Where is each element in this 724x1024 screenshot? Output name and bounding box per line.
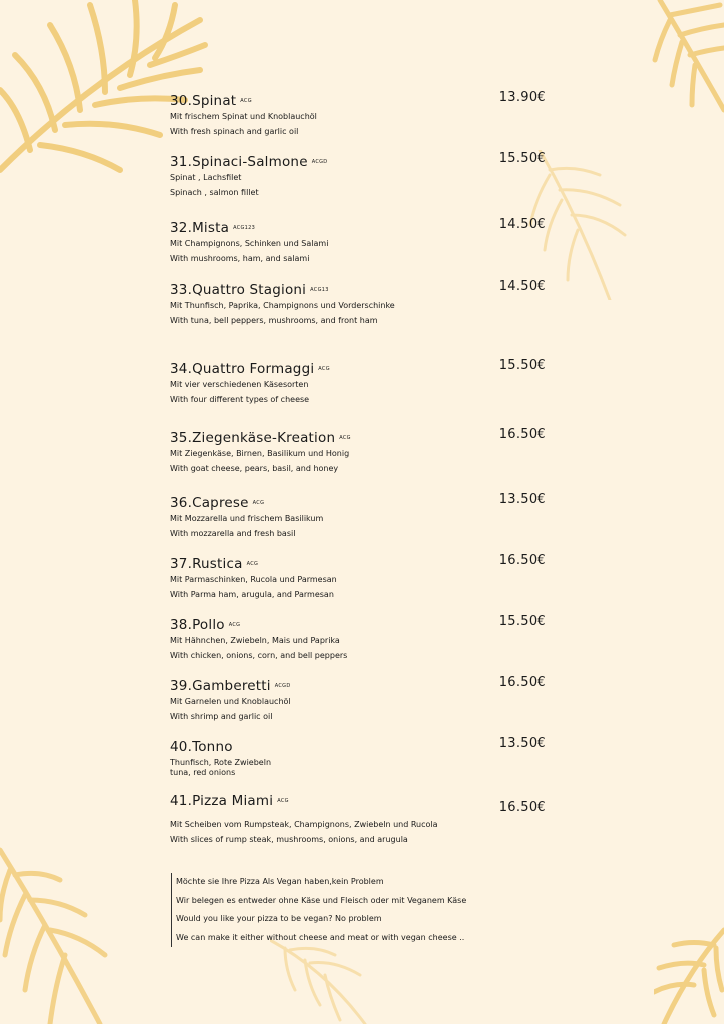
item-name: 39.Gamberetti xyxy=(170,678,271,694)
palm-leaf-bottom-left xyxy=(0,840,110,1024)
description-german: Mit Thunfisch, Paprika, Champignons und Vorderschinke xyxy=(170,301,395,310)
description-german: Mit Mozzarella und frischem Basilikum xyxy=(170,514,324,523)
description-german: Mit frischem Spinat und Knoblauchöl xyxy=(170,112,317,121)
item-name: 33.Quattro Stagioni xyxy=(170,282,307,298)
description-english: With mushrooms, ham, and salami xyxy=(170,254,310,263)
menu-item xyxy=(170,279,550,325)
allergen-codes: ACG13 xyxy=(310,286,329,293)
description-english: With goat cheese, pears, basil, and honey xyxy=(170,464,339,473)
description-english: tuna, red onions xyxy=(170,768,236,777)
menu-item xyxy=(170,358,550,404)
description-english: With mozzarella and fresh basil xyxy=(170,529,296,538)
item-price: 16.50€ xyxy=(498,800,546,815)
menu-item xyxy=(170,427,550,473)
vegan-note-line: Möchte sie Ihre Pizza Als Vegan haben,kein Problem xyxy=(176,877,384,886)
item-price: 13.50€ xyxy=(498,492,546,507)
palm-leaf-top-right xyxy=(640,0,724,120)
item-price: 16.50€ xyxy=(498,553,546,568)
menu-item xyxy=(170,675,550,721)
description-german: Mit vier verschiedenen Käsesorten xyxy=(170,380,309,389)
item-price: 16.50€ xyxy=(498,675,546,690)
item-name: 30.Spinat xyxy=(170,93,237,109)
item-name: 35.Ziegenkäse-Kreation xyxy=(170,430,336,446)
description-german: Mit Scheiben vom Rumpsteak, Champignons, Zwiebeln und Rucola xyxy=(170,820,438,829)
item-price: 15.50€ xyxy=(498,358,546,373)
description-german: Mit Ziegenkäse, Birnen, Basilikum und Honig xyxy=(170,449,350,458)
allergen-codes: ACG xyxy=(277,797,289,804)
description-english: With shrimp and garlic oil xyxy=(170,712,273,721)
vegan-note-line: Wir belegen es entweder ohne Käse und Fleisch oder mit Veganem Käse xyxy=(176,895,467,905)
menu-item xyxy=(170,736,550,777)
menu-item xyxy=(170,492,550,538)
item-price: 14.50€ xyxy=(498,217,546,232)
item-price: 13.50€ xyxy=(498,736,546,751)
palm-leaf-bottom-right xyxy=(654,920,724,1024)
item-name: 37.Rustica xyxy=(170,556,243,572)
menu-item xyxy=(170,217,550,263)
item-name: 38.Pollo xyxy=(170,617,225,633)
allergen-codes: ACG xyxy=(339,434,351,441)
item-price: 14.50€ xyxy=(498,279,546,294)
description-german: Spinat , Lachsfilet xyxy=(170,173,242,182)
description-english: With tuna, bell peppers, mushrooms, and front ham xyxy=(170,316,378,325)
vegan-note-line: Would you like your pizza to be vegan? No problem xyxy=(176,914,382,923)
item-price: 16.50€ xyxy=(498,427,546,442)
allergen-codes: ACG xyxy=(240,97,252,104)
vegan-note-line: We can make it either without cheese and meat or with vegan cheese .. xyxy=(176,932,465,942)
description-german: Thunfisch, Rote Zwiebeln xyxy=(170,758,272,767)
item-name: 32.Mista xyxy=(170,220,230,236)
menu-item xyxy=(170,90,550,136)
allergen-codes: ACGD xyxy=(311,158,328,165)
menu-item xyxy=(170,790,550,844)
menu-item xyxy=(170,553,550,599)
menu-item xyxy=(170,614,550,660)
description-english: With chicken, onions, corn, and bell peppers xyxy=(170,651,348,660)
allergen-codes: ACG xyxy=(246,560,259,567)
allergen-codes: ACGD xyxy=(274,682,291,689)
item-name: 36.Caprese xyxy=(170,495,249,511)
vegan-note xyxy=(171,873,466,947)
description-english: With fresh spinach and garlic oil xyxy=(170,127,299,136)
description-german: Mit Hähnchen, Zwiebeln, Mais und Paprika xyxy=(170,636,340,645)
description-english: Spinach , salmon fillet xyxy=(170,188,259,197)
allergen-codes: ACG xyxy=(252,499,265,506)
allergen-codes: ACG xyxy=(318,365,330,372)
description-english: With four different types of cheese xyxy=(170,395,310,404)
item-name: 41.Pizza Miami xyxy=(170,793,274,809)
description-english: With Parma ham, arugula, and Parmesan xyxy=(170,590,334,599)
item-name: 40.Tonno xyxy=(170,739,233,755)
allergen-codes: ACG xyxy=(228,621,241,628)
item-price: 13.90€ xyxy=(498,90,546,105)
menu-item xyxy=(170,151,550,197)
item-price: 15.50€ xyxy=(498,151,546,166)
description-german: Mit Parmaschinken, Rucola und Parmesan xyxy=(170,575,337,584)
item-price: 15.50€ xyxy=(498,614,546,629)
allergen-codes: ACG123 xyxy=(233,224,256,231)
item-name: 31.Spinaci-Salmone xyxy=(170,154,308,170)
description-english: With slices of rump steak, mushrooms, onions, and arugula xyxy=(170,835,408,844)
description-german: Mit Champignons, Schinken und Salami xyxy=(170,239,329,248)
item-name: 34.Quattro Formaggi xyxy=(170,361,315,377)
description-german: Mit Garnelen und Knoblauchöl xyxy=(170,697,291,706)
